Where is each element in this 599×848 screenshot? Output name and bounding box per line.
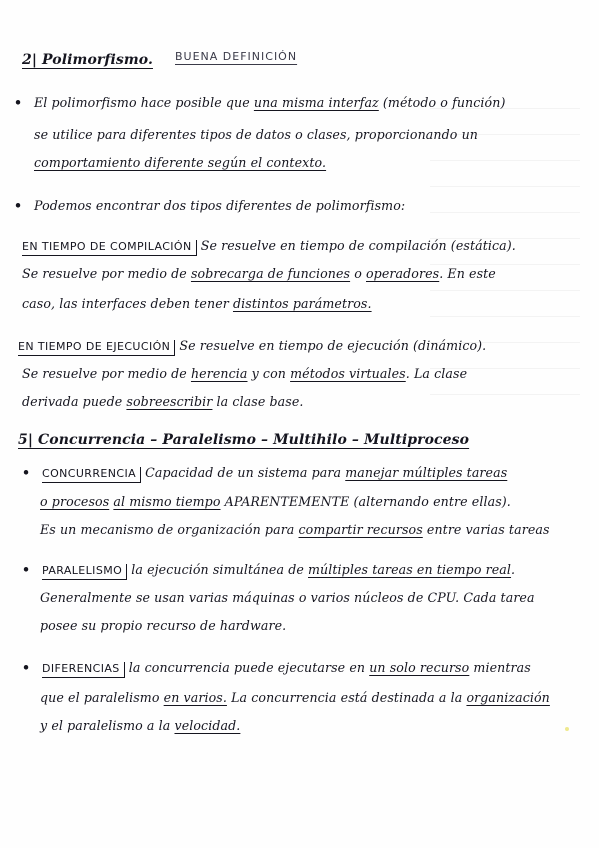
conc-line-3: Es un mecanismo de organización para compartir recursos entre varias tareas bbox=[40, 522, 550, 537]
paralelismo-label: PARALELISMO bbox=[42, 564, 127, 580]
par-line-3: posee su propio recurso de hardware. bbox=[40, 618, 287, 633]
conc-line-2: o procesos al mismo tiempo APARENTEMENTE (alternando entre ellas). bbox=[40, 494, 511, 509]
bullet-icon: • bbox=[22, 660, 31, 675]
compile-line-3: caso, las interfaces deben tener distintos parámetros. bbox=[22, 296, 372, 311]
section-title-polimorfismo: 2| Polimorfismo. bbox=[22, 52, 153, 68]
concurrencia-label: CONCURRENCIA bbox=[42, 467, 141, 483]
section-title-concurrencia: 5| Concurrencia – Paralelismo – Multihilo – Multiproceso bbox=[18, 432, 470, 448]
bullet-icon: • bbox=[14, 95, 23, 110]
bullet-icon: • bbox=[22, 562, 31, 577]
types-intro: • Podemos encontrar dos tipos diferentes de polimorfismo: bbox=[14, 198, 406, 213]
compile-line-1: EN TIEMPO DE COMPILACIÓN Se resuelve en tiempo de compilación (estática). bbox=[22, 238, 516, 255]
conc-line-1: • CONCURRENCIA Capacidad de un sistema para manejar múltiples tareas bbox=[22, 465, 507, 482]
diferencias-label: DIFERENCIAS bbox=[42, 662, 125, 678]
dif-line-3: y el paralelismo a la velocidad. bbox=[40, 718, 241, 733]
bullet-icon: • bbox=[22, 465, 31, 480]
par-line-2: Generalmente se usan varias máquinas o varios núcleos de CPU. Cada tarea bbox=[40, 590, 535, 605]
runtime-label: EN TIEMPO DE EJECUCIÓN bbox=[18, 340, 175, 356]
dif-line-1: • DIFERENCIAS la concurrencia puede ejecutarse en un solo recurso mientras bbox=[22, 660, 531, 677]
runtime-line-3: derivada puede sobreescribir la clase base. bbox=[22, 394, 304, 409]
runtime-line-1: EN TIEMPO DE EJECUCIÓN Se resuelve en tiempo de ejecución (dinámico). bbox=[18, 338, 486, 355]
intro-line-2: se utilice para diferentes tipos de datos o clases, proporcionando un bbox=[34, 127, 478, 142]
intro-line-3: comportamiento diferente según el contexto. bbox=[34, 155, 327, 170]
compile-line-2: Se resuelve por medio de sobrecarga de funciones o operadores. En este bbox=[22, 266, 496, 281]
par-line-1: • PARALELISMO la ejecución simultánea de múltiples tareas en tiempo real. bbox=[22, 562, 515, 579]
margin-note: BUENA DEFINICIÓN bbox=[175, 50, 298, 63]
runtime-line-2: Se resuelve por medio de herencia y con métodos virtuales. La clase bbox=[22, 366, 468, 381]
bullet-icon: • bbox=[14, 198, 23, 213]
dif-line-2: que el paralelismo en varios. La concurrencia está destinada a la organización bbox=[40, 690, 550, 705]
compile-label: EN TIEMPO DE COMPILACIÓN bbox=[22, 240, 197, 256]
intro-line-1: • El polimorfismo hace posible que una misma interfaz (método o función) bbox=[14, 95, 506, 110]
highlighter-speck bbox=[565, 727, 569, 731]
